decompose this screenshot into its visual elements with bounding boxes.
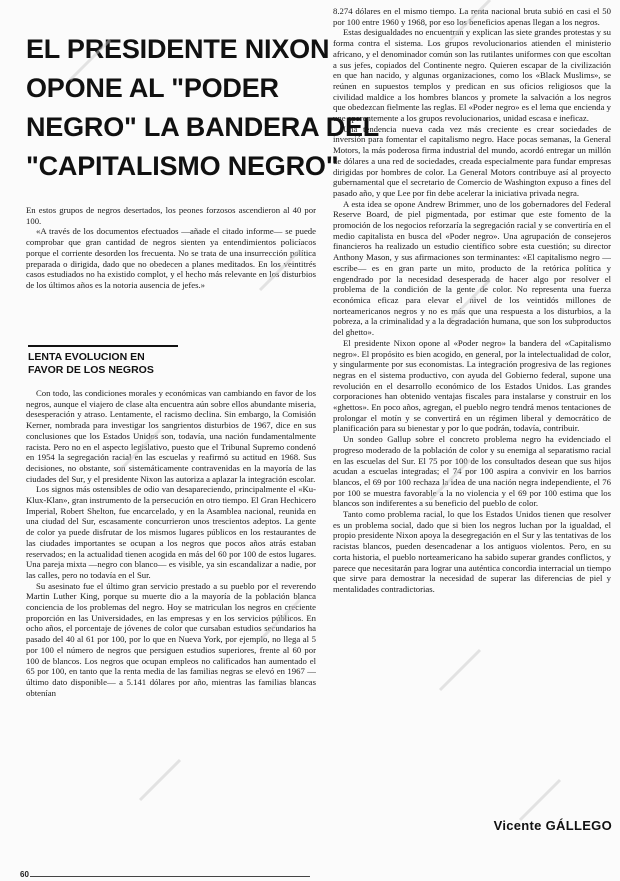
subhead-line: FAVOR DE LOS NEGROS	[28, 364, 154, 376]
article-headline	[26, 30, 380, 186]
author-signature: Vicente GÁLLEGO	[493, 818, 612, 833]
body-paragraph: Los signos más ostensibles de odio van desapareciendo, principalmente el «Ku-Klux-Klan», gran instrumento de la persecución en otro tiempo. El Gran Hechicero Imperial, Robert Shelton, fue encarcelado, y en la Asamblea nacional, reunida en una ciudad del Sur, escasamente concurrieron unos trescientos adeptos. La gente de color ya puede disfrutar de los mismos lugares públicos en los restaurantes de las ciudades importantes se ocupan a los negros que pocos años atrás estaban reservados; en la actualidad tienen acogida en más del 60 por 100 de estos lugares. Una pareja mixta —negro con blanco— es visible, ya sin escandalizar a nadie, por las calles, pero no todavía en el Sur.	[26, 484, 316, 580]
page-number: 60	[20, 870, 29, 879]
left-text-column	[26, 388, 316, 850]
lead-paragraph: En estos grupos de negros desertados, los peones forzosos ascendieron al 40 por 100.	[26, 205, 316, 226]
subhead-line: LENTA EVOLUCION EN	[28, 351, 145, 363]
lead-paragraph: «A través de los documentos efectuados —añade el citado informe— se puede comprobar que gran cantidad de negros sienten ya entendimientos policíacos porque el corriente desorden los frecuenta. No se trata de una insurrección política preparada o dirigida, dado que no obedecen a planes meditados. En los veintitrés casos estudiados no ha existido complot, y el hecho más relevante en los disturbios de los últimos años es la notoria ausencia de jefes.»	[26, 226, 316, 290]
section-subhead	[28, 345, 178, 377]
headline-line: "CAPITALISMO NEGRO"	[26, 151, 339, 181]
body-paragraph: Su asesinato fue el último gran servicio prestado a su pueblo por el reverendo Martin Luther King, porque su muerte dio a la mayoría de la población blanca conciencia de los problemas del negro. Hoy se matriculan los negros en creciente proporción en las Universidades, en las empresas y en los servicios públicos. En ocho años, el porcentaje de jóvenes de color que cursaban estudios secundarios ha pasado del 40 al 61 por 100, por lo que en Nueva York, por ejemplo, no llega al 5 por 100 el número de negros que persiguen estudios superiores, frente al 60 por 100 de blancos. Los negros que ocupan empleos no calificados han aumentado el 65 por 100, en tanto que la renta media de las familias negras se elevó en 1967 —último dato disponible— a 5.141 dólares por año, mientras las familias blancas obtenían	[26, 580, 316, 698]
body-paragraph: El presidente Nixon opone al «Poder negro» la bandera del «Capitalismo negro». El propósito es bien acogido, en general, por la intelectualidad de color, y singularmente por sus economistas. La integración progresiva de las regiones negras en el sistema productivo, con ayuda del Gobierno federal, supone una revolución en el desarrollo económico de los Estados Unidos. Las grandes corporaciones han obtenido ventajas fiscales para instalarse y construir en los «ghettos». En poco años, agregan, el pueblo negro tendrá menos tentaciones de prolongar el motín y se convertirá en un régimen liberal y democrático de planificación para su bienestar y por lo que podrán, todavía, contribuir.	[333, 337, 611, 434]
body-paragraph: 8.274 dólares en el mismo tiempo. La renta nacional bruta subió en casi el 50 por 100 entre 1960 y 1968, por eso los beneficios apenas llegan a los negros.	[333, 6, 611, 27]
bottom-rule	[30, 876, 310, 877]
body-paragraph: Un sondeo Gallup sobre el concreto problema negro ha evidenciado el progreso moderado de la población de color y su enemiga al separatismo racial en las escuelas del Sur. El 75 por 100 de los consultados desean que sus hijos acudan a escuelas integradas; el 74 por 100 aspira a convivir en los barrios blancos, el 69 por 100 rechaza la idea de una nación negra independiente, el 76 por 100 se muestra favorable a la no violencia y el 69 por 100 estima que los blancos son indiferentes a su beneficio del pueblo de color.	[333, 434, 611, 509]
body-paragraph: Una tendencia nueva cada vez más creciente es crear sociedades de inversión para fomentar el capitalismo negro. Hace pocas semanas, la General Motors, la más poderosa firma industrial del mundo, acordó entregar un millón de dólares a una red de sociedades, creada especialmente para fundar empresas dirigidas por hombres de color. La General Motors contribuye así al proyecto gubernamental que el secretario de Comercio de Washington expuso a fines del pasado año, y que Lee por fin debe acelerar la iniciativa privada negra.	[333, 123, 611, 198]
right-text-column	[333, 6, 611, 814]
body-paragraph: A esta idea se opone Andrew Brimmer, uno de los gobernadores del Federal Reserve Board, de piel pigmentada, por estimar que este fomento de la promoción de los negocios reforzaría la segregación racial y se convertiría en el medio capitalista en busca del «Poder negro». Una agrupación de consejeros financieros ha realizado un estudio científico sobre esta cuestión; su director Anthony Mason, y sus afirmaciones son terminantes: «El capitalismo negro —escribe— es en gran parte un mito, producto de la retórica política y engendrado por la necesidad desesperada de hacer algo por resolver el problema de la condición de la gente de color. No representa una fuerza económica eficaz para elevar el nivel de los veintidós millones de norteamericanos negros y no es más que una respuesta a los disturbios, a la pobreza, a la criminalidad y a la degradación humana, que son los subproductos del ghetto».	[333, 198, 611, 338]
body-paragraph: Con todo, las condiciones morales y económicas van cambiando en favor de los negros, aunque el viajero de clase alta encuentra aún sobre ellos abundante miseria, desesperación y atraso. Lentamente, el racismo declina. Sin embargo, la Comisión Kerner, nombrada para investigar los sangrientos disturbios de 1967, dice en sus conclusiones que los Estados Unidos son, todavía, una nación fundamentalmente racista. Pero no en el aspecto legislativo, puesto que el Tribunal Supremo condenó en 1954 la segregación racial en las escuelas y reafirmó su actitud en 1968. Sus decisiones, no obstante, son sistemáticamente contravenidas en la mayoría de las ciudades del Sur, y el presidente Nixon las autoriza a aplazar la integración escolar.	[26, 388, 316, 484]
headline-line: OPONE AL "PODER	[26, 73, 279, 103]
lead-text-column	[26, 205, 316, 325]
headline-line: NEGRO" LA BANDERA DEL	[26, 112, 380, 142]
headline-line: EL PRESIDENTE NIXON	[26, 34, 330, 64]
body-paragraph: Tanto como problema racial, lo que los Estados Unidos tienen que resolver es un problema social, dado que si bien los negros luchan por la igualdad, el propio presidente Nixon apoya la desegregación en el Sur y las tentativas de los racistas blancos, pueden desencadenar a los antiguos violentos. Pero, en su corta historia, el pueblo norteamericano ha sabido superar grandes conflictos, y parece que necesitarán para lograr una auténtica concordia interracial un tiempo que sirve para demostrar la necesidad de superar las diferencias de piel y mentalidades contradictorias.	[333, 509, 611, 594]
body-paragraph: Estas desigualdades no encuentran y explican las siete grandes protestas y su forma contra el sistema. Los grupos revolucionarios atienden el ministerio africano, y el denominador común son las rutilantes uniformes con que escoltan a sus jefes, copiados del Continente negro. Quieren escapar de la civilización en que han nacido, y algunas organizaciones, como los «Black Muslims», se reúnen en supuestos templos y predican en sus oficios religiosos que la civilidad maldice a los hombres blancos y promete la salvación a los negros que obedezcan fielmente las reglas. El «Poder negro» es el lema que encienda y une aparentemente a los grupos revolucionarios, unidad escasa e ineficaz.	[333, 27, 611, 124]
